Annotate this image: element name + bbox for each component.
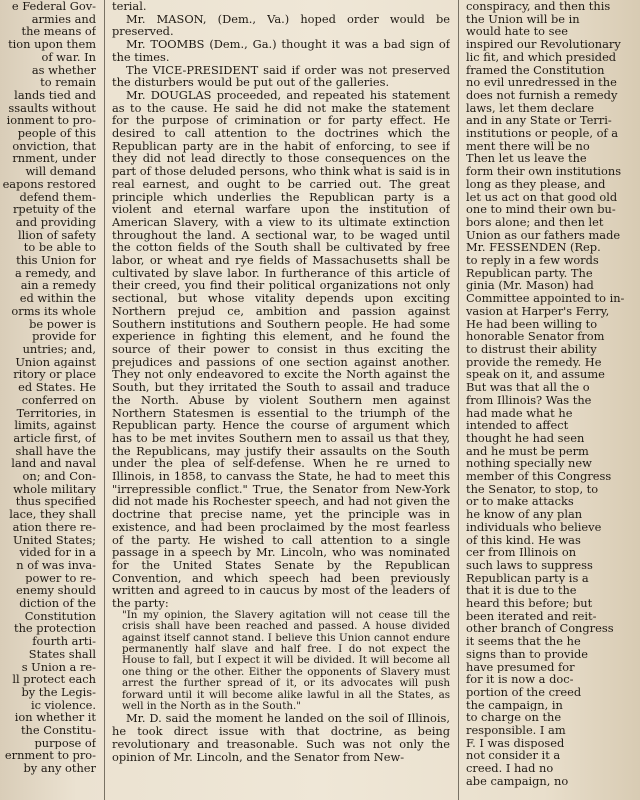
mason-line: Mr. MASON, (Dem., Va.) hoped order would be preserved. <box>112 11 450 39</box>
left-column-line: on; and Con- <box>22 470 96 483</box>
left-column-line: of war. In <box>41 50 96 64</box>
right-column-line: laws, let them declare <box>466 101 594 115</box>
left-column-line: land and naval <box>11 457 96 471</box>
left-column-line: United States; <box>13 533 96 547</box>
left-column-line: ain a remedy <box>20 279 96 293</box>
left-column-line: vided for in a <box>19 546 96 559</box>
left-column-line: ion whether it <box>14 711 96 725</box>
left-column-line: lands tied and <box>14 88 96 102</box>
right-column-line: of this kind. He was <box>466 533 581 547</box>
right-column-line: lic fit, and which presided <box>466 50 617 64</box>
left-column-line: e Federal Gov- <box>11 0 96 13</box>
left-column-line: diction of the <box>19 597 96 610</box>
right-column-line: to reply in a few words <box>466 254 599 267</box>
right-column-line: such laws to suppress <box>466 558 593 572</box>
right-column-line: inspired our Revolutionary <box>466 38 621 51</box>
left-column-line: n of was inva- <box>16 558 96 572</box>
right-column-line: But was that all the o <box>466 381 590 394</box>
left-column-line: people of this <box>17 127 96 140</box>
right-column-line: abe campaign, no <box>466 774 569 788</box>
left-column-line: whole military <box>13 482 96 496</box>
left-column-line: and providing <box>15 215 96 229</box>
left-column-line: by any other <box>23 762 96 775</box>
left-column-line: ed States. He <box>18 381 96 394</box>
right-column-line: from Illinois? Was the <box>466 393 592 407</box>
right-column-line: speak on it, and assume <box>466 368 605 382</box>
right-column-line: to charge on the <box>466 711 562 725</box>
left-column-line: rnment, under <box>12 152 96 166</box>
left-column-line: ernment to pro- <box>4 749 96 763</box>
right-column-line: one to mind their own bu- <box>466 203 616 216</box>
douglas-paragraph: Mr. DOUGLAS proceeded, and repeated his statement as to the cause. He said he did not make the statement for the purpose of crimination or for party effect. He desired to call attention to the doctrines which the Republican party are in the habit of enforcing, to see if they did not lead directly to those consequences on the part of those deluded persons, who think what is said is in real earnest, and ought to be carried out. The great principle which underlies the Republican party is a violent and eternal warfare upon the institution of American Slavery, with a view to its ultimate extinction throughout the land. A sectional war, to be waged until the cotton fields of the South shall be cultivated by free labor, or wheat and rye fields of Massachusetts shall be cultivated by slave labor. In furtherance of this article of their creed, you find their political organizations not only sectional, but whose vitality depends upon exciting Northern prejud ce, ambition and passion against Southern institutions and Southern people. He had some experience in fighting this element, and he found the source of their power to consist in thus exciting the prejudices and passions of one section against another. They not only endeavored to excite the North against the South, but they irritated the South to assail and traduce the North. Abuse by violent Southern men against Northern Statesmen is essential to the triumph of the Republican party. Hence the course of argument which has to be met invites Southern men to assail us that they, the Republicans, may justify their assaults on the South under the plea of self-defense. When he re urned to Illinois, in 1858, to canvass the State, he had to meet this "irrepressible conflict." True, the Senator from New-York did not made his Rochester speech, and had not given the doctrine that precise name, yet the principle was in existence, and had been proclaimed by the most fearless of the party. He wished to call attention to a single passage in a speech by Mr. Lincoln, who was nominated for the United States Senate by the Republican Convention, and which speech had been previously written and agreed to in caucus by most of the leaders of the party: <box>112 87 450 611</box>
closing-paragraph: Mr. D. said the moment he landed on the soil of Illinois, he took direct issue with that doctrine, as being revolutionary and treasonable. Such was not only the opinion of Mr. Lincoln, and the Senator from New- <box>112 711 450 764</box>
right-column-line: provide the remedy. He <box>466 355 602 369</box>
left-column-line: onviction, that <box>12 139 96 153</box>
right-column-line: individuals who believe <box>466 520 602 534</box>
right-column-line: the Union will be in <box>466 12 580 26</box>
right-column-line: signs than to provide <box>466 647 589 661</box>
right-column-line: to distrust their ability <box>466 342 597 356</box>
left-column-line: orms its whole <box>11 304 96 318</box>
left-column-line: will demand <box>25 165 96 178</box>
right-column-line: let us act on that good old <box>466 190 618 204</box>
left-column-line: the protection <box>14 622 96 636</box>
right-column-line: He had been willing to <box>466 317 598 331</box>
left-column-line: limits, against <box>14 419 96 432</box>
right-column-line: vasion at Harper's Ferry, <box>466 304 610 318</box>
left-column-line: States shall <box>28 647 96 661</box>
left-column-line: purpose of <box>34 736 96 750</box>
right-column-line: other branch of Congress <box>466 622 614 636</box>
right-column-line: Republican party is a <box>466 571 589 585</box>
right-column-line: cer from Illinois on <box>466 546 577 559</box>
right-column-line: have presumed for <box>466 660 575 674</box>
right-column-line: does not furnish a remedy <box>466 88 618 102</box>
left-column-line: ic violence. <box>30 698 96 712</box>
right-column-line: not consider it a <box>466 749 561 763</box>
right-column-line: bors alone; and then let <box>466 215 604 229</box>
lincoln-quote: "In my opinion, the Slavery agitation will not cease till the crisis shall have been reached and passed. A house divided against itself cannot stand. I believe this Union cannot endure permanently half slave and half free. I do not expect the House to fall, but I expect it will be divided. It will become all one thing or the other. Either the opponents of Slavery must arrest the further spread of it, or its advocates will push forward until it will become alike lawful in all the States, as well in the North as in the South." <box>122 608 450 712</box>
left-column-line: armies and <box>31 12 96 26</box>
right-column-line: portion of the creed <box>466 685 582 699</box>
middle-column <box>112 0 450 800</box>
right-column-line: long as they please, and <box>466 177 606 191</box>
right-column-line: Republican party. The <box>466 266 593 280</box>
right-column-line: the Senator, to stop, to <box>466 482 599 496</box>
column-rule-right <box>458 0 459 800</box>
left-column-line: shall have the <box>15 444 96 458</box>
right-column-line: it seems that the he <box>466 635 581 648</box>
left-column-line: be power is <box>29 317 96 331</box>
right-column-line: the campaign, in <box>466 698 563 712</box>
left-column-line: ritory or place <box>13 368 96 382</box>
right-column-line: thought he had seen <box>466 431 585 445</box>
right-column-line: been iterated and reit- <box>466 609 597 623</box>
right-column-line: creed. I had no <box>466 762 554 775</box>
left-column-line: rpetuity of the <box>12 203 96 216</box>
right-column-line: F. I was disposed <box>466 736 565 750</box>
right-column-line: ment there will be no <box>466 139 590 153</box>
left-column-line: this Union for <box>16 254 96 267</box>
left-column-line: llion of safety <box>17 228 96 242</box>
right-column-line: nothing specially new <box>466 457 592 471</box>
left-column-line: article first, of <box>13 431 96 445</box>
left-column-line: enemy should <box>16 584 96 598</box>
column-rule-left <box>104 0 105 800</box>
right-column-line: framed the Constitution <box>466 63 605 77</box>
right-column-line: Committee appointed to in- <box>466 292 625 305</box>
left-column-line: tion upon them <box>8 38 96 51</box>
left-column-line: to remain <box>40 76 96 89</box>
right-column-line: Union as our fathers made <box>466 228 621 242</box>
left-column-line: power to re- <box>25 571 96 585</box>
left-column-line: lace, they shall <box>9 508 96 521</box>
left-column-line: fourth arti- <box>32 635 96 648</box>
left-column-line: a remedy, and <box>14 266 96 280</box>
right-column-line: honorable Senator from <box>466 330 605 343</box>
vice-president-line: The VICE-PRESIDENT said if order was not preserved the disturbers would be put out of the galleries. <box>112 62 450 90</box>
left-column-line: as whether <box>31 63 96 77</box>
right-column-line: heard this before; but <box>466 597 593 610</box>
left-column-line: thus specified <box>15 495 96 509</box>
left-column-line: by the Legis- <box>21 685 96 699</box>
left-column-line: conferred on <box>21 393 96 407</box>
left-column-line: ionment to pro- <box>6 114 96 128</box>
left-column-line: s Union a re- <box>21 660 96 674</box>
left-column-line: eapons restored <box>2 177 96 191</box>
right-column-line: institutions or people, of a <box>466 127 619 140</box>
right-column-line: intended to affect <box>466 419 569 432</box>
toombs-line: Mr. TOOMBS (Dem., Ga.) thought it was a bad sign of the times. <box>112 37 450 64</box>
left-column-line: Constitution <box>24 609 96 623</box>
right-column-line: for it is now a doc- <box>466 673 574 686</box>
right-column-line: form their own institutions <box>466 165 622 178</box>
left-column <box>0 0 96 800</box>
left-column-line: the means of <box>21 25 96 39</box>
right-column-line: had made what he <box>466 406 573 420</box>
left-column-line: provide for <box>32 330 96 343</box>
right-column <box>466 0 640 800</box>
left-column-line: Union against <box>15 355 96 369</box>
right-column-line: conspiracy, and then this <box>466 0 611 13</box>
right-column-line: Mr. FESSENDEN (Rep. <box>466 241 601 255</box>
left-column-line: to be able to <box>23 241 96 255</box>
right-column-line: no evil unredressed in the <box>466 76 617 89</box>
intro-line-1: terial. <box>112 0 147 13</box>
right-column-line: would hate to see <box>466 25 568 39</box>
right-column-line: or to make attacks <box>466 495 574 509</box>
left-column-line: untries; and, <box>22 342 96 356</box>
right-column-line: he know of any plan <box>466 508 583 521</box>
right-column-line: Then let us leave the <box>466 152 587 166</box>
right-column-line: and in any State or Terri- <box>466 114 612 128</box>
left-column-line: Territories, in <box>16 406 96 420</box>
right-column-line: responsible. I am <box>466 724 566 737</box>
left-column-line: ed within the <box>19 292 96 305</box>
left-column-line: the Constitu- <box>20 724 96 737</box>
right-column-line: ginia (Mr. Mason) had <box>466 279 594 293</box>
left-column-line: defend them- <box>19 190 96 204</box>
right-column-line: that it is due to the <box>466 584 577 598</box>
left-column-line: ll protect each <box>12 673 96 686</box>
left-column-line: ssaults without <box>8 101 96 115</box>
right-column-line: and he must be perm <box>466 444 589 458</box>
right-column-line: member of this Congress <box>466 470 612 483</box>
left-column-line: ation there re- <box>12 520 96 534</box>
